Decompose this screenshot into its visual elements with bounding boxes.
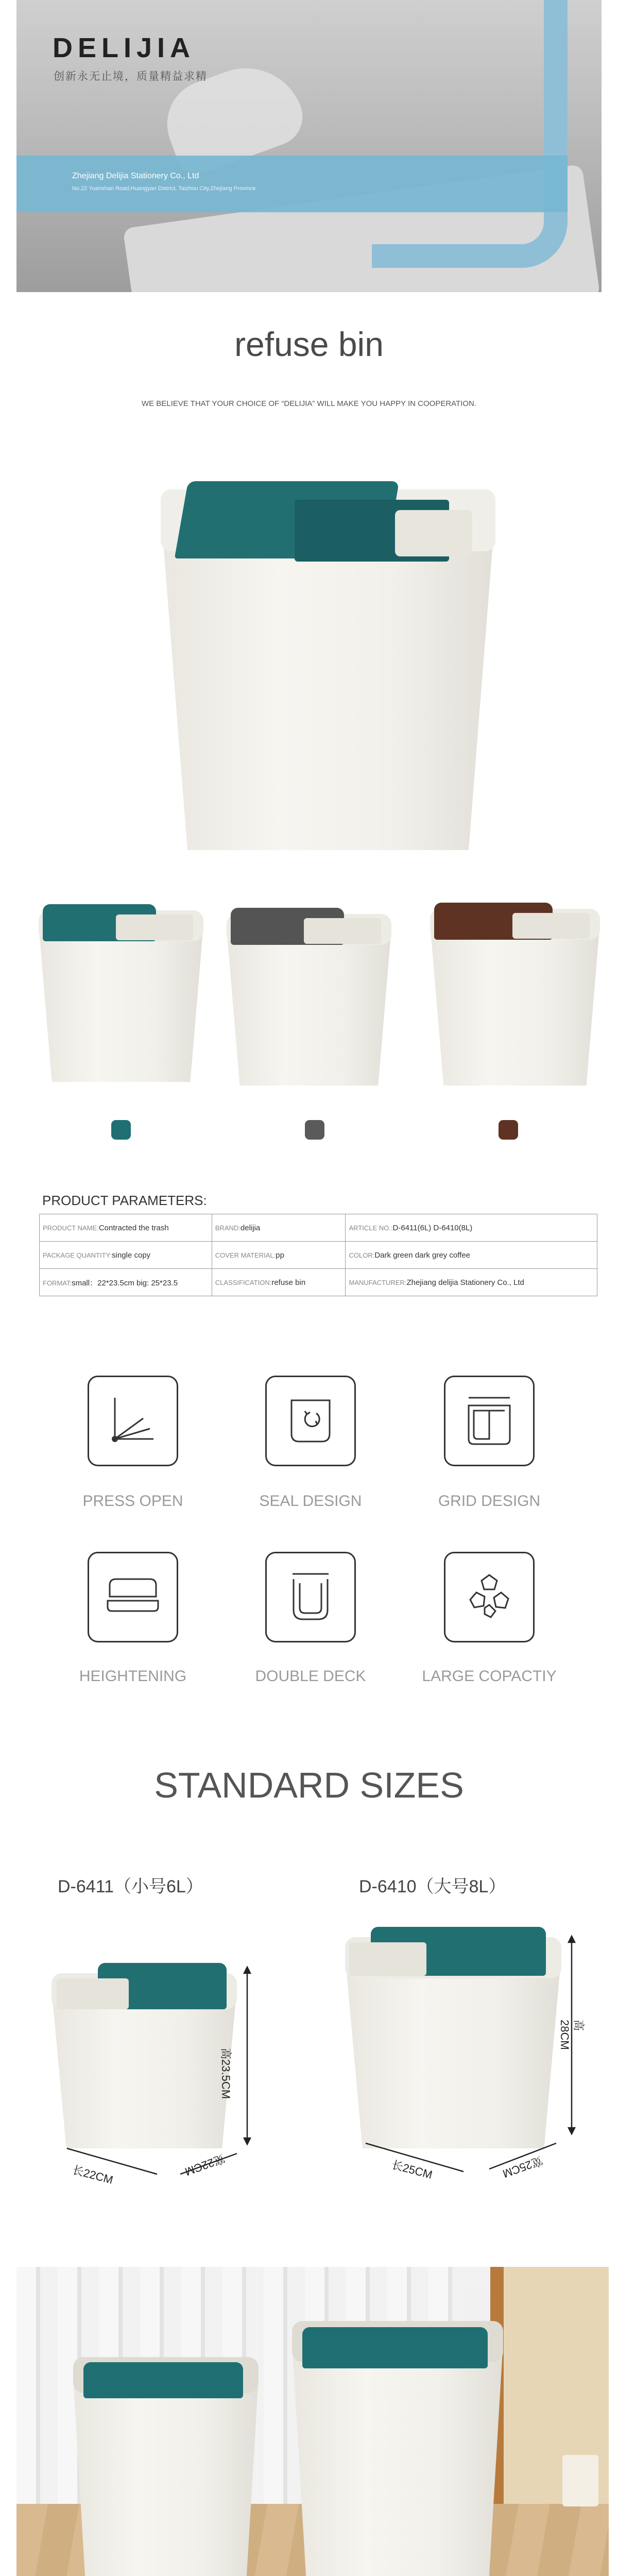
product-title: refuse bin: [234, 325, 384, 363]
banner-frame-decoration: [372, 0, 568, 268]
brand-logo: DELIJIA: [53, 32, 196, 63]
param-cell: PRODUCT NAME:Contracted the trash: [40, 1214, 212, 1242]
cup-decoration: [562, 2455, 598, 2506]
small-width-label: 宽22CM: [183, 2152, 227, 2179]
small-height-label: 高23.5CM: [219, 2048, 232, 2099]
variant-bin-coffee: [430, 903, 600, 1086]
color-swatch-grey[interactable]: [305, 1120, 324, 1140]
product-tagline: WE BELIEVE THAT YOUR CHOICE OF “DELIJIA” WILL MAKE YOU HAPPY IN COOPERATION.: [141, 399, 477, 408]
variant-bin-teal: [39, 904, 203, 1082]
param-cell: COLOR:Dark green dark grey coffee: [346, 1242, 597, 1269]
parameters-table: [39, 1214, 597, 1296]
brand-slogan: 创新永无止境，质量精益求精: [54, 71, 208, 82]
header-banner: [16, 0, 602, 292]
sizes-heading: STANDARD SIZES: [154, 1765, 464, 1805]
small-length-label: 长22CM: [71, 2163, 115, 2187]
large-capacity-icon: [444, 1552, 535, 1642]
size-model-big: D-6410（大号8L）: [359, 1877, 506, 1896]
feature-label-grid-design: GRID DESIGN: [438, 1493, 541, 1510]
param-cell: BRAND:delijia: [212, 1214, 346, 1242]
feature-label-double-deck: DOUBLE DECK: [255, 1668, 366, 1685]
parameters-heading: PRODUCT PARAMETERS:: [42, 1193, 207, 1208]
table-row: [40, 1242, 597, 1269]
color-swatch-teal[interactable]: [111, 1120, 131, 1140]
param-cell: COVER MATERIAL:pp: [212, 1242, 346, 1269]
big-height-label: 高28CM: [558, 2020, 585, 2050]
variant-bin-grey: [227, 908, 391, 1086]
feature-label-seal-design: SEAL DESIGN: [259, 1493, 362, 1510]
company-name: Zhejiang Delijia Stationery Co., Ltd: [72, 172, 199, 180]
double-deck-icon: [265, 1552, 356, 1642]
param-cell: PACKAGE QUANTITY:single copy: [40, 1242, 212, 1269]
company-address: No.22 Yuanshan Road,Huangyan District, Taizhou City,Zhejiang Province: [72, 185, 256, 192]
big-bin-dimension-lines: [345, 1927, 592, 2205]
photo-big-bin: [292, 2321, 503, 2576]
table-row: [40, 1269, 597, 1296]
big-width-label: 宽25CM: [501, 2154, 545, 2181]
param-cell: MANUFACTURER:Zhejiang delijia Stationery Co., Ltd: [346, 1269, 597, 1296]
param-cell: CLASSIFICATION:refuse bin: [212, 1269, 346, 1296]
photo-small-bin: [73, 2357, 259, 2576]
feature-label-heightening: HEIGHTENING: [79, 1668, 187, 1685]
press-open-icon: [88, 1376, 178, 1466]
hero-bin-image: [161, 479, 495, 850]
banner-info-bar: [16, 156, 568, 212]
table-row: [40, 1214, 597, 1242]
seal-design-icon: [265, 1376, 356, 1466]
size-model-small: D-6411（小号6L）: [58, 1877, 203, 1896]
param-cell: ARTICLE NO.:D-6411(6L) D-6410(8L): [346, 1214, 597, 1242]
feature-label-press-open: PRESS OPEN: [82, 1493, 183, 1510]
grid-design-icon: [444, 1376, 535, 1466]
lifestyle-photo: [16, 2267, 609, 2576]
color-swatch-coffee[interactable]: [499, 1120, 518, 1140]
heightening-icon: [88, 1552, 178, 1642]
big-length-label: 长25CM: [390, 2158, 434, 2181]
feature-label-large-capacity: LARGE COPACTIY: [422, 1668, 557, 1685]
param-cell: FORMAT:small：22*23.5cm big: 25*23.5: [40, 1269, 212, 1296]
